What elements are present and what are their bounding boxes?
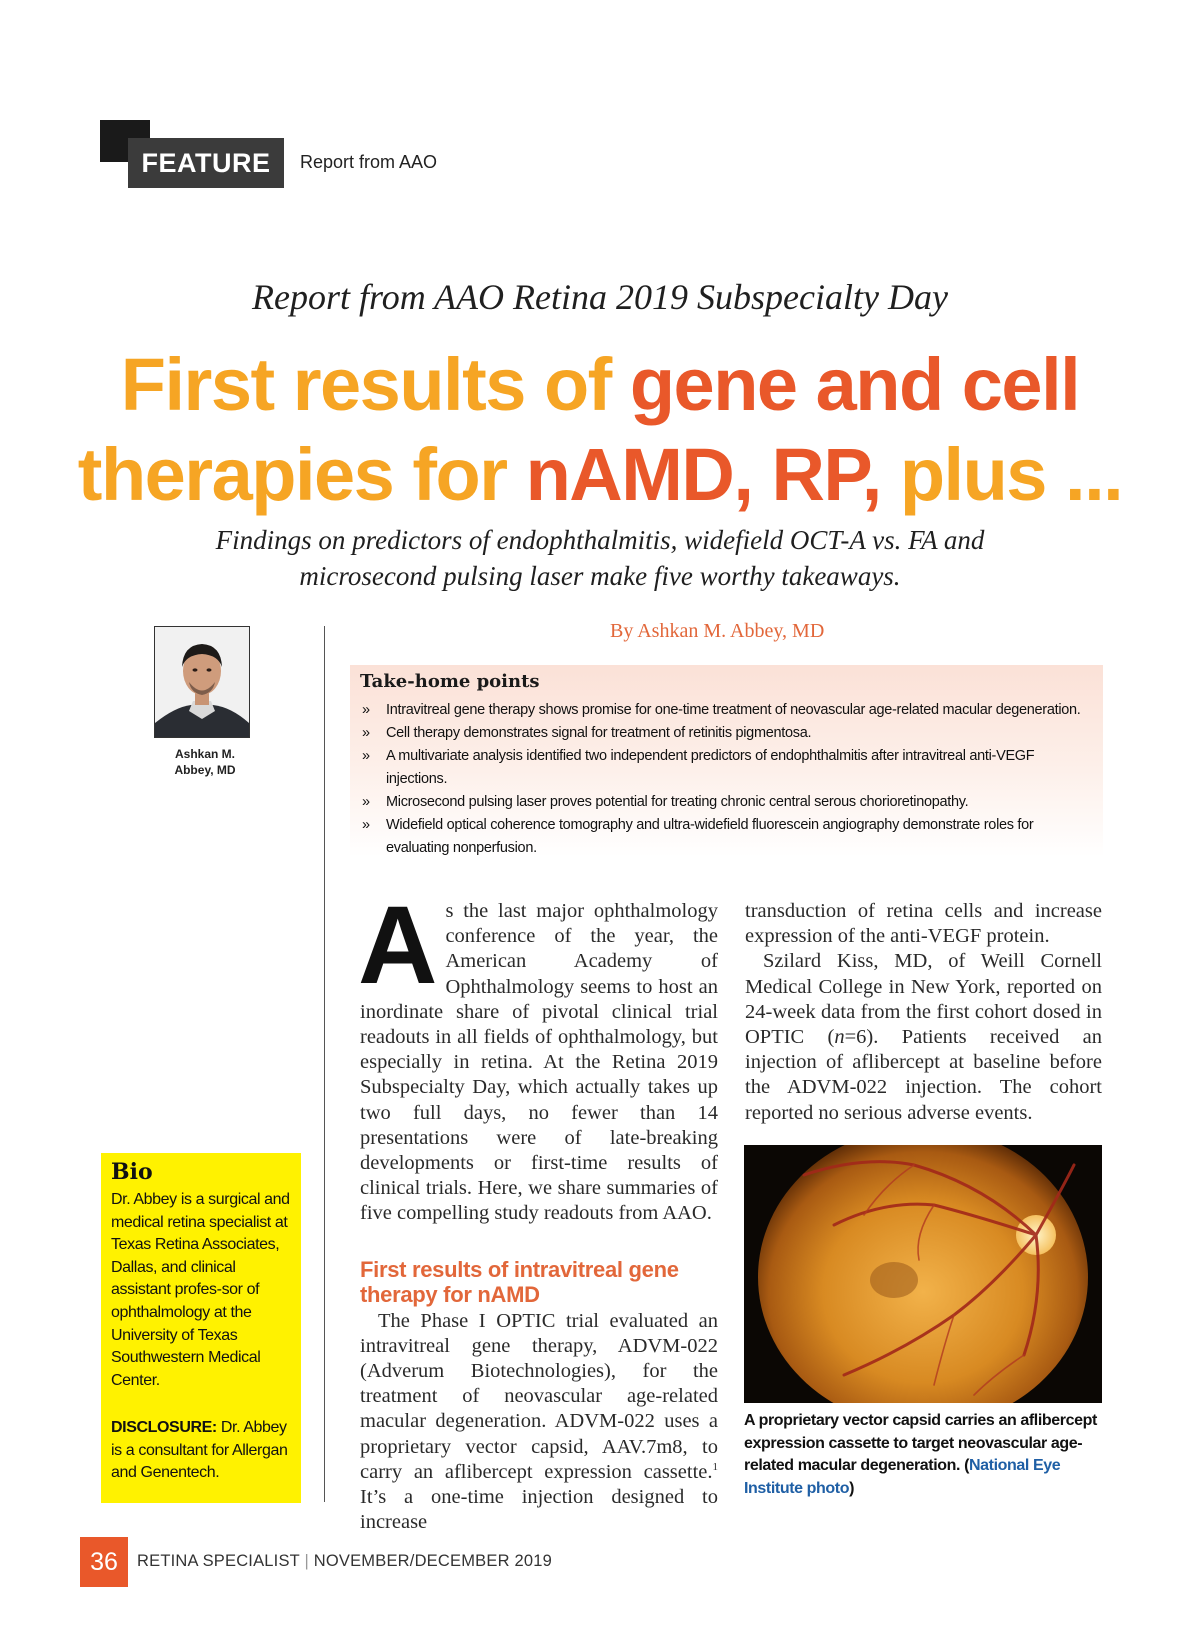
caption-line: Ashkan M. bbox=[174, 747, 235, 761]
body-text-italic: n bbox=[834, 1026, 845, 1049]
publication-name: RETINA SPECIALIST bbox=[137, 1552, 300, 1570]
footer-separator: | bbox=[304, 1552, 309, 1570]
bullet-chevron-icon: » bbox=[362, 748, 370, 764]
feature-tab: FEATURE bbox=[128, 138, 284, 188]
takehome-point bbox=[360, 791, 1095, 814]
article-kicker: Report from AAO Retina 2019 Subspecialty Day bbox=[252, 277, 948, 317]
takehome-point bbox=[360, 722, 1095, 745]
body-column-2 bbox=[745, 899, 1102, 1126]
bio-title: Bio bbox=[111, 1159, 153, 1185]
byline: By Ashkan M. Abbey, MD bbox=[610, 620, 825, 642]
takehome-point bbox=[360, 814, 1095, 860]
disclosure-label: DISCLOSURE: bbox=[111, 1419, 217, 1436]
disclosure-text: Dr. Abbey is a consultant for Allergan and Genentech. bbox=[111, 1419, 288, 1482]
headline-segment: plus ... bbox=[899, 433, 1123, 516]
body-paragraph: transduction of retina cells and increase expression of the anti-VEGF protein. bbox=[745, 900, 1102, 948]
reference-number: 1 bbox=[712, 1461, 718, 1474]
takehome-point-text: Widefield optical coherence tomography and ultra-widefield fluorescein angiography demonstrate roles for evaluating nonperfusion. bbox=[386, 817, 1034, 856]
headline-segment: First results of bbox=[120, 343, 630, 426]
takehome-point bbox=[360, 745, 1095, 791]
headline-line-2 bbox=[0, 430, 1200, 520]
author-photo-caption bbox=[150, 746, 260, 778]
body-text: The Phase I OPTIC trial evaluated an intravitreal gene therapy, ADVM-022 (Adverum Biotechnologies), for the treatment of neovascular age-related macular degeneration. ADVM-022 uses a proprietary vector capsid, AAV.7m8, to carry an aflibercept expression cassette. bbox=[360, 1309, 718, 1483]
column-divider bbox=[324, 626, 325, 1502]
takehome-point-text: Microsecond pulsing laser proves potential for treating chronic central serous chorioretinopathy. bbox=[386, 794, 969, 810]
headline-segment: nAMD, RP, bbox=[525, 433, 900, 516]
takehome-list bbox=[360, 699, 1095, 860]
bullet-chevron-icon: » bbox=[362, 817, 370, 833]
feature-block bbox=[100, 120, 290, 190]
footer-publication-line bbox=[137, 1552, 552, 1571]
section-subhead: First results of intravitreal gene therapy for nAMD bbox=[360, 1256, 679, 1307]
figure-caption bbox=[744, 1410, 1106, 1500]
takehome-point-text: Intravitreal gene therapy shows promise for one-time treatment of neovascular age-related macular degeneration. bbox=[386, 702, 1081, 718]
retina-fundus-icon bbox=[744, 1145, 1102, 1403]
credit-paren: ( bbox=[964, 1457, 970, 1475]
bullet-chevron-icon: » bbox=[362, 725, 370, 741]
photo-credit: National Eye Institute photo bbox=[744, 1457, 1061, 1497]
fundus-photo bbox=[744, 1145, 1102, 1403]
body-text: It’s a one-time injection designed to increase bbox=[360, 1486, 718, 1534]
body-column-1 bbox=[358, 884, 718, 1535]
page-number: 36 bbox=[80, 1537, 128, 1587]
deck-line-1: Findings on predictors of endophthalmitis, widefield OCT-A vs. FA and bbox=[215, 525, 985, 555]
bullet-chevron-icon: » bbox=[362, 794, 370, 810]
headline-line-1 bbox=[0, 340, 1200, 430]
caption-line: Abbey, MD bbox=[174, 763, 236, 777]
takehome-point-text: Cell therapy demonstrates signal for treatment of retinitis pigmentosa. bbox=[386, 725, 812, 741]
body-text: =6). Patients received an injection of aflibercept at baseline before the ADVM-022 injection. The cohort reported no serious adverse events. bbox=[745, 1026, 1102, 1124]
bullet-chevron-icon: » bbox=[362, 702, 370, 718]
takehome-box bbox=[350, 665, 1103, 857]
intro-paragraph bbox=[358, 884, 718, 1227]
body-paragraph bbox=[745, 949, 1102, 1125]
figure-caption-text: A proprietary vector capsid carries an aflibercept expression cassette to target neovascular age-related macular degeneration. bbox=[744, 1412, 1097, 1475]
takehome-point-text: A multivariate analysis identified two independent predictors of endophthalmitis after intravitreal anti-VEGF injections. bbox=[386, 748, 1035, 787]
body-paragraph bbox=[360, 1309, 718, 1536]
body-text: Szilard Kiss, MD, of Weill Cornell Medical College in New York, reported on 24-week data from the first cohort dosed in OPTIC ( bbox=[745, 950, 1102, 1049]
author-portrait-icon bbox=[155, 627, 249, 737]
headline-segment: gene and cell bbox=[629, 343, 1080, 426]
headline-segment: therapies for bbox=[77, 433, 526, 516]
credit-paren: ) bbox=[849, 1479, 855, 1497]
deck-line-2: microsecond pulsing laser make five worthy takeaways. bbox=[299, 561, 901, 591]
bio-text: Dr. Abbey is a surgical and medical retina specialist at Texas Retina Associates, Dallas, and clinical assistant profes-sor of ophthalmology at the University of Texas Southwestern Medical Center. bbox=[111, 1191, 290, 1389]
takehome-title: Take-home points bbox=[360, 671, 540, 692]
intro-text: s the last major ophthalmology conference of the year, the American Academy of Ophthalmology seems to host an inordinate share of pivotal clinical trial readouts in all fields of ophthalmology, but especially in retina. At the Retina 2019 Subspecialty Day, which actually takes up two full days, no fewer than 14 presentations were of late-breaking developments or first-time results of clinical trials. Here, we share summaries of five compelling study readouts from AAO. bbox=[360, 900, 718, 1225]
disclosure bbox=[111, 1417, 297, 1485]
issue-date: NOVEMBER/DECEMBER 2019 bbox=[313, 1552, 552, 1570]
bio-box bbox=[101, 1153, 301, 1503]
author-photo bbox=[154, 626, 250, 738]
article-deck bbox=[100, 522, 1100, 594]
drop-cap: A bbox=[358, 884, 438, 1007]
section-label: Report from AAO bbox=[300, 152, 438, 172]
takehome-point bbox=[360, 699, 1095, 722]
